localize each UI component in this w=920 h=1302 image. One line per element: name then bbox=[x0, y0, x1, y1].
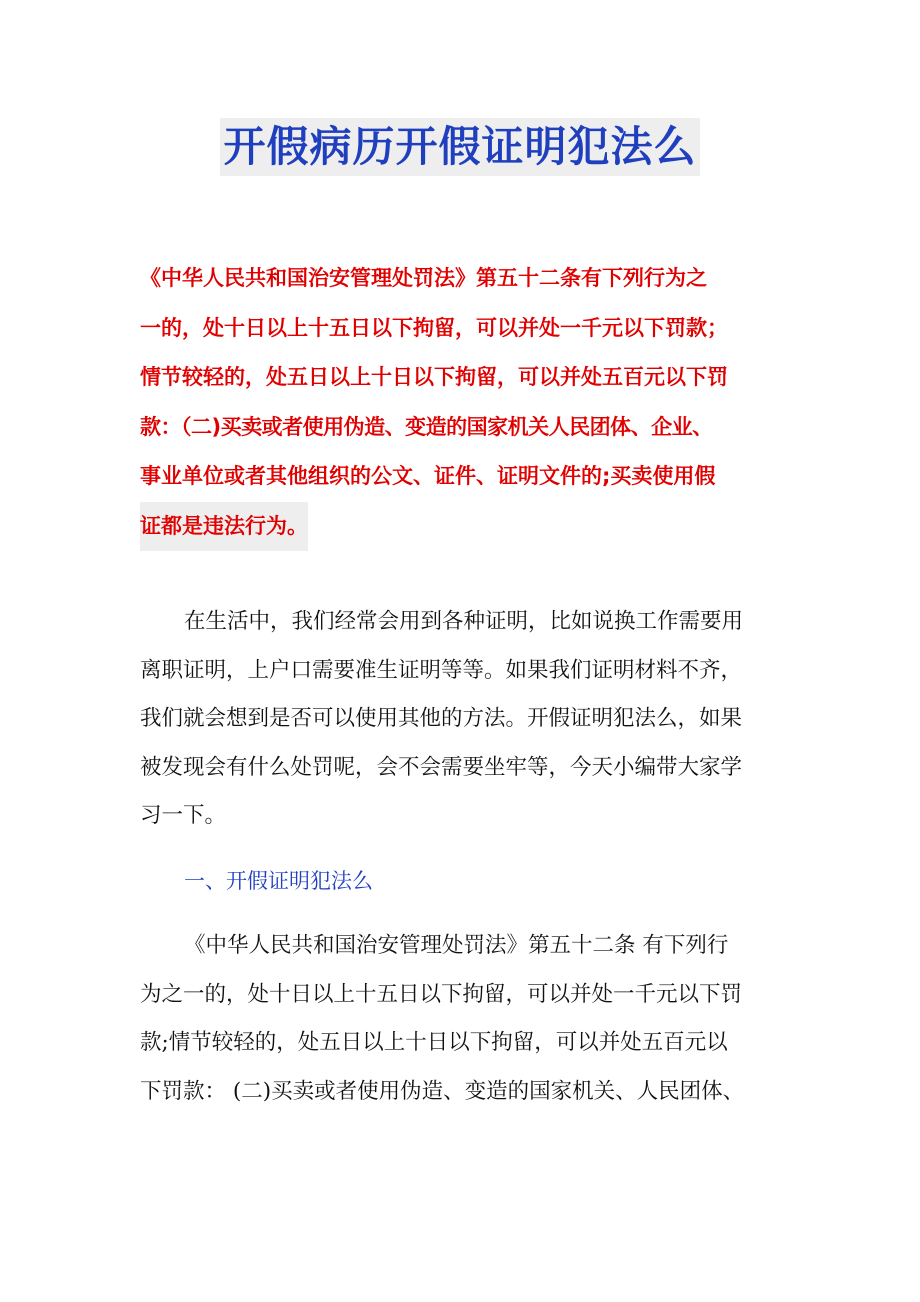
summary-line: 事业单位或者其他组织的公文、证件、证明文件的;买卖使用假 bbox=[140, 464, 716, 488]
summary-line: 一的，处十日以上十五日以下拘留，可以并处一千元以下罚款； bbox=[140, 315, 728, 340]
summary-line: 《中华人民共和国治安管理处罚法》第五十二条有下列行为之 bbox=[140, 266, 707, 290]
paragraph-line: 《中华人民共和国治安管理处罚法》第五十二条 有下列行 bbox=[184, 933, 729, 958]
paragraph-line: 我们就会想到是否可以使用其他的方法。开假证明犯法么，如果 bbox=[140, 706, 743, 731]
summary-line: 款：（二)买卖或者使用伪造、变造的国家机关人民团体、企业、 bbox=[140, 414, 713, 439]
summary-line: 情节较轻的，处五日以上十日以下拘留，可以并处五百元以下罚 bbox=[140, 365, 728, 389]
paragraph-line: 款;情节较轻的，处五日以上十日以下拘留，可以并处五百元以 bbox=[140, 1030, 728, 1055]
paragraph-line: 下罚款： (二)买卖或者使用伪造、变造的国家机关、人民团体、 bbox=[140, 1078, 745, 1104]
paragraph-line: 习一下。 bbox=[140, 803, 227, 828]
section-heading: 一、开假证明犯法么 bbox=[184, 869, 373, 893]
page-title: 开假病历开假证明犯法么 bbox=[220, 118, 699, 176]
intro-paragraph bbox=[140, 598, 785, 841]
title-wrapper bbox=[0, 118, 920, 176]
summary-line: 证都是违法行为。 bbox=[140, 502, 308, 552]
paragraph-line: 被发现会有什么处罚呢，会不会需要坐牢等，今天小编带大家学 bbox=[140, 754, 743, 780]
section-paragraph bbox=[140, 922, 785, 1116]
highlighted-summary bbox=[140, 254, 790, 551]
paragraph-line: 离职证明，上户口需要准生证明等等。如果我们证明材料不齐， bbox=[140, 657, 743, 683]
paragraph-line: 为之一的，处十日以上十五日以下拘留，可以并处一千元以下罚 bbox=[140, 981, 743, 1007]
paragraph-line: 在生活中，我们经常会用到各种证明，比如说换工作需要用 bbox=[184, 609, 744, 634]
